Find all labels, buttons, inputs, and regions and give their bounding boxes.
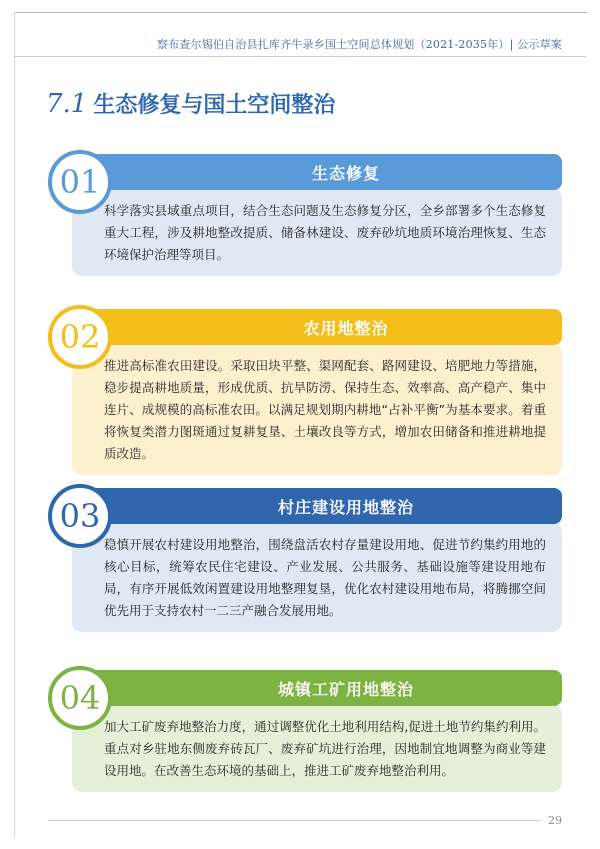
card-number-badge: 02 [48,305,112,369]
card-number-badge: 01 [48,150,112,214]
header-divider [14,56,586,57]
card-banner: 生态修复 [70,154,562,190]
card-village-land-consolidation [48,484,562,649]
card-body: 科学落实县域重点项目，结合生态问题及生态修复分区，全乡部署多个生态修复重大工程，涉及耕地整改提质、储备林建设、废弃砂坑地质环境治理恢复、生态环境保护治理等项目。 [72,188,562,276]
card-body: 加大工矿废弃地整治力度，通过调整优化土地利用结构,促进土地节约集约利用。重点对乡驻地东侧废弃砖瓦厂、废弃矿坑进行治理，因地制宜地调整为商业等建设用地。在改善生态环境的基础上，推进工矿废弃地整治利用。 [72,704,562,792]
card-body: 稳慎开展农村建设用地整治，围绕盘活农村存量建设用地、促进节约集约用地的核心目标，统筹农民住宅建设、产业发展、公共服务、基础设施等建设用地布局，有序开展低效闲置建设用地整理复垦，优化农村建设用地布局，将腾挪空间优先用于支持农村一二三产融合发展用地。 [72,522,562,632]
footer-divider [48,820,540,821]
card-body: 推进高标准农田建设。采取田块平整、渠网配套、路网建设、培肥地力等措施，稳步提高耕地质量，形成优质、抗旱防涝、保持生态、效率高、高产稳产、集中连片、成规模的高标准农田。以满足规划期内耕地“占补平衡”为基本要求。着重将恢复类潜力图斑通过复耕复垦、土壤改良等方式，增加农田储备和推进耕地提质改造。 [72,343,562,475]
section-title: 生态修复与国土空间整治 [93,93,336,118]
section-number: 7.1 [46,89,88,119]
card-number-badge: 04 [48,666,112,730]
section-heading [46,88,335,119]
card-ecological-restoration [48,150,562,290]
header-title: 察布查尔锡伯自治县扎库齐牛录乡国土空间总体规划（2021-2035年）| 公示草案 [156,38,562,51]
card-farmland-consolidation [48,305,562,470]
card-banner: 农用地整治 [70,309,562,345]
card-number-badge: 03 [48,484,112,548]
card-urban-industrial-land-consolidation [48,666,562,811]
card-banner: 城镇工矿用地整治 [70,670,562,706]
page-number: 29 [548,814,562,827]
card-banner: 村庄建设用地整治 [70,488,562,524]
